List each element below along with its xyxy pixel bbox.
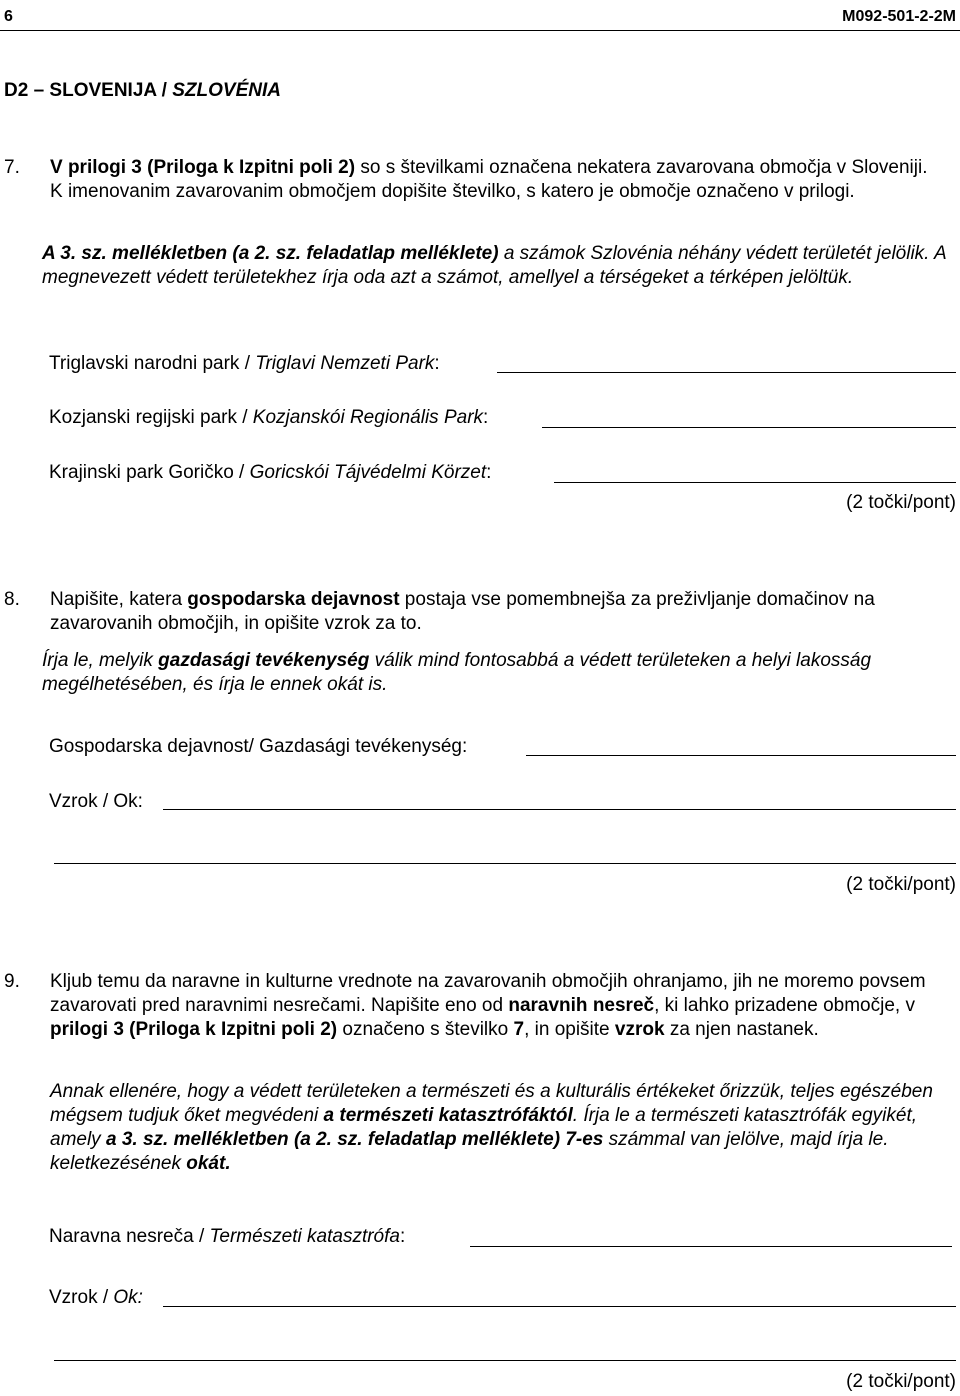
q9-answer-line-3[interactable] — [54, 1360, 956, 1361]
q8-points: (2 točki/pont) — [846, 874, 956, 895]
q7-item-3-label: Krajinski park Goričko / Goricskói Tájvédelmi Körzet: — [49, 462, 492, 483]
question-7-number: 7. — [4, 157, 20, 178]
question-9-hungarian: Annak ellenére, hogy a védett területeken a természeti és a kulturális értékeket őrizzük, teljes egészében mégsem tudjuk őket megvédeni a természeti katasztrófáktól. Írja le a természeti katasztrófák egyikét, amely a 3. sz. mellékletben (a 2. sz. feladatlap melléklete) 7-es számmal van jelölve, majd írja le. keletkezésének okát. — [50, 1081, 933, 1174]
header-rule — [0, 30, 960, 31]
section-title-prefix: D2 – SLOVENIJA / — [4, 80, 173, 101]
q7-hu-attachment: A 3. sz. mellékletben (a 2. sz. feladatlap melléklete) — [42, 243, 499, 264]
question-9-slovene: Kljub temu da naravne in kulturne vrednote na zavarovanih območjih ohranjamo, jih ne moremo povsem zavarovati pred naravnimi nesrečami. Napišite eno od naravnih nesreč, ki lahko prizadene območje, v prilogi 3 (Priloga k Izpitni poli 2) označeno s številko 7, in opišite vzrok za njen nastanek. — [50, 971, 926, 1040]
question-8-number: 8. — [4, 589, 20, 610]
question-7-slovene — [50, 156, 930, 204]
q9-field-2-label: Vzrok / Ok: — [49, 1287, 143, 1308]
question-8-hungarian: Írja le, melyik gazdasági tevékenység válik mind fontosabbá a védett területeken a helyi lakosság megélhetésében, és írja le ennek okát is. — [42, 650, 872, 695]
section-title-italic: SZLOVÉNIA — [172, 80, 281, 101]
q7-answer-line-3[interactable] — [554, 482, 956, 483]
q9-field-1-label: Naravna nesreča / Természeti katasztrófa: — [49, 1226, 406, 1247]
question-9-number: 9. — [4, 971, 20, 992]
q7-sl-attachment: V prilogi 3 (Priloga k Izpitni poli 2) — [50, 157, 356, 178]
q9-answer-line-1[interactable] — [470, 1246, 952, 1247]
q7-item-1-label: Triglavski narodni park / Triglavi Nemzeti Park: — [49, 353, 440, 374]
question-7-hungarian — [42, 242, 947, 290]
q8-hu-keyword: gazdasági tevékenység — [158, 650, 370, 671]
section-title — [4, 79, 281, 103]
question-8-slovene: Napišite, katera gospodarska dejavnost postaja vse pomembnejša za preživljanje domačinov na zavarovanih območjih, in opišite vzrok za to. — [50, 589, 875, 634]
q7-sl-text: so s številkami označena nekatera zavarovana območja v Sloveniji. K imenovanim zavarovanim območjem dopišite številko, s katero je območje označeno v prilogi. — [50, 157, 928, 202]
q7-answer-line-1[interactable] — [497, 372, 956, 373]
q8-answer-line-3[interactable] — [54, 863, 956, 864]
q8-field-1-label: Gospodarska dejavnost/ Gazdasági tevékenység: — [49, 736, 468, 757]
q7-answer-line-2[interactable] — [542, 427, 956, 428]
q7-item-2-label: Kozjanski regijski park / Kozjanskói Regionális Park: — [49, 407, 489, 428]
q8-answer-line-2[interactable] — [163, 809, 956, 810]
q8-field-2-label: Vzrok / Ok: — [49, 791, 143, 812]
q8-sl-keyword: gospodarska dejavnost — [187, 589, 400, 610]
q7-hu-text: a számok Szlovénia néhány védett területét jelölik. A megnevezett védett területekhez írja oda azt a számot, amellyel a térségeket a térképen jelöltük. — [42, 243, 946, 288]
q8-answer-line-1[interactable] — [526, 755, 956, 756]
q7-points: (2 točki/pont) — [846, 492, 956, 513]
q9-answer-line-2[interactable] — [163, 1306, 956, 1307]
q9-points: (2 točki/pont) — [846, 1371, 956, 1392]
document-code: M092-501-2-2M — [842, 8, 956, 25]
page-number: 6 — [4, 8, 13, 25]
